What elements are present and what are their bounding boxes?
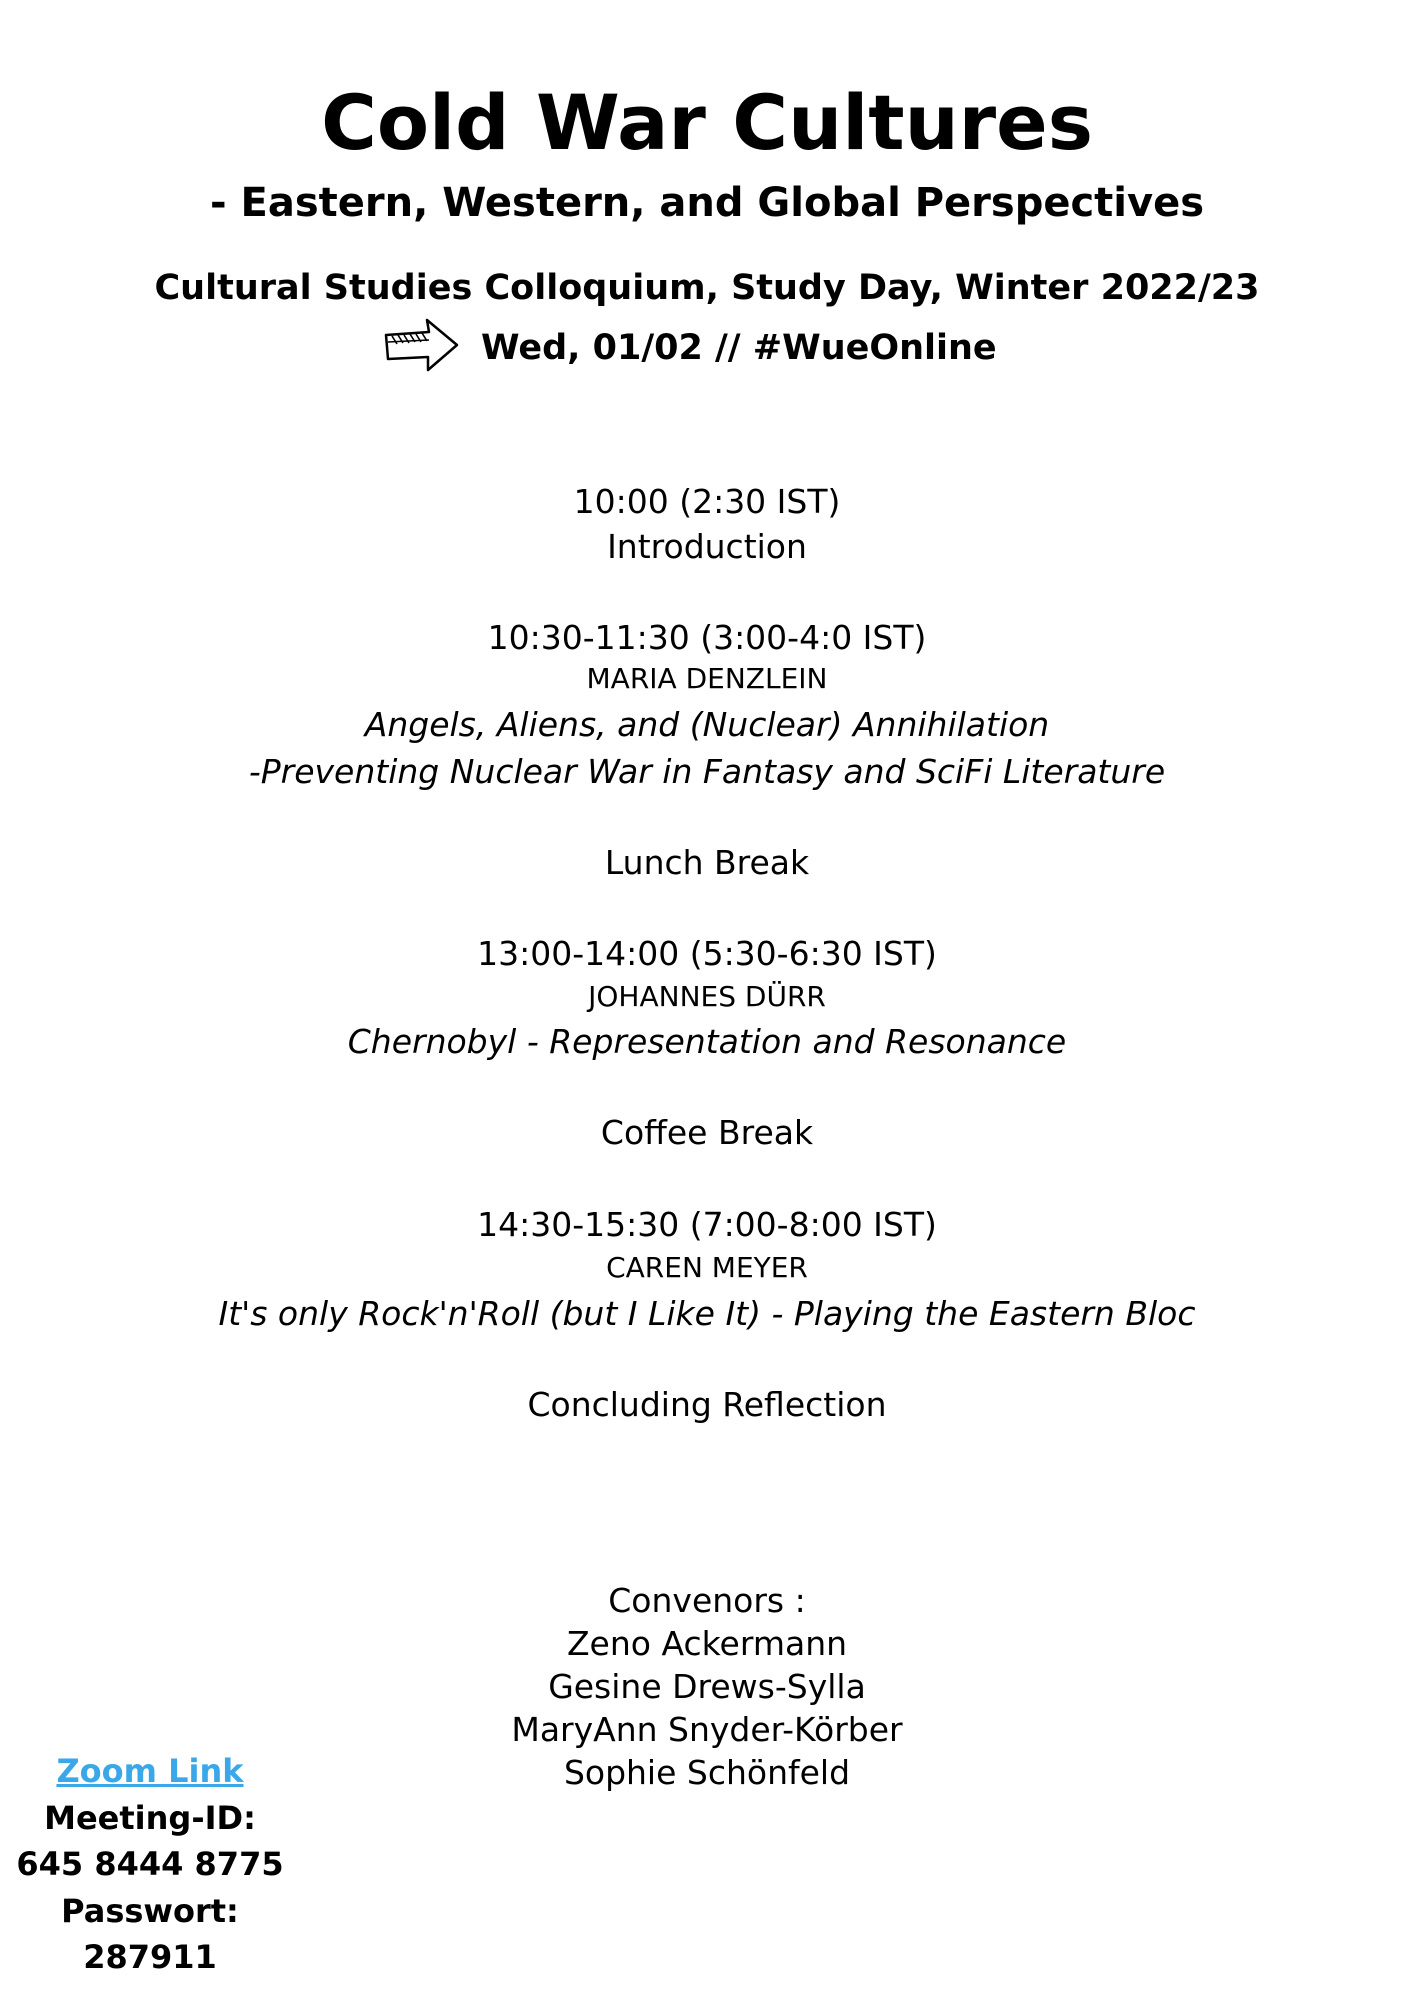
talk1-time: 10:30-11:30 (3:00-4:0 IST) [487, 618, 927, 657]
intro-time: 10:00 (2:30 IST) [573, 482, 841, 521]
event-date: Wed, 01/02 // #WueOnline [481, 328, 997, 368]
page-title: Cold War Cultures [321, 78, 1093, 167]
convenors-label: Convenors : [608, 1581, 806, 1620]
talk1-speaker: MARIA DENZLEIN [586, 662, 828, 695]
talk2-time: 13:00-14:00 (5:30-6:30 IST) [477, 934, 937, 973]
talk1-title-line2: -Preventing Nuclear War in Fantasy and SciFi Literature [248, 752, 1166, 791]
colloquium-line: Cultural Studies Colloquium, Study Day, Winter 2022/23 [154, 268, 1260, 308]
concluding-reflection: Concluding Reflection [527, 1385, 887, 1424]
talk3-title: It's only Rock'n'Roll (but I Like It) - Playing the Eastern Bloc [218, 1294, 1196, 1333]
convenor-name: Sophie Schönfeld [563, 1753, 851, 1792]
arrow-right-icon [383, 316, 461, 380]
zoom-link[interactable]: Zoom Link [56, 1752, 244, 1790]
convenor-name: Gesine Drews-Sylla [548, 1667, 866, 1706]
convenor-name: MaryAnn Snyder-Körber [511, 1710, 903, 1749]
talk3-speaker: CAREN MEYER [606, 1251, 808, 1284]
coffee-break: Coffee Break [600, 1113, 814, 1152]
intro-label: Introduction [607, 527, 807, 566]
talk2-title: Chernobyl - Representation and Resonance [347, 1022, 1067, 1061]
lunch-break: Lunch Break [604, 843, 810, 882]
page-subtitle: - Eastern, Western, and Global Perspectives [209, 180, 1205, 226]
meeting-id-value: 645 8444 8775 [16, 1845, 284, 1883]
meeting-id-label: Meeting-ID: [44, 1799, 256, 1837]
password-value: 287911 [83, 1938, 217, 1976]
convenor-name: Zeno Ackermann [566, 1624, 848, 1663]
talk2-speaker: JOHANNES DÜRR [588, 980, 826, 1013]
talk3-time: 14:30-15:30 (7:00-8:00 IST) [477, 1205, 937, 1244]
password-label: Passwort: [61, 1892, 239, 1930]
date-line [383, 318, 997, 378]
talk1-title-line1: Angels, Aliens, and (Nuclear) Annihilation [364, 705, 1050, 744]
